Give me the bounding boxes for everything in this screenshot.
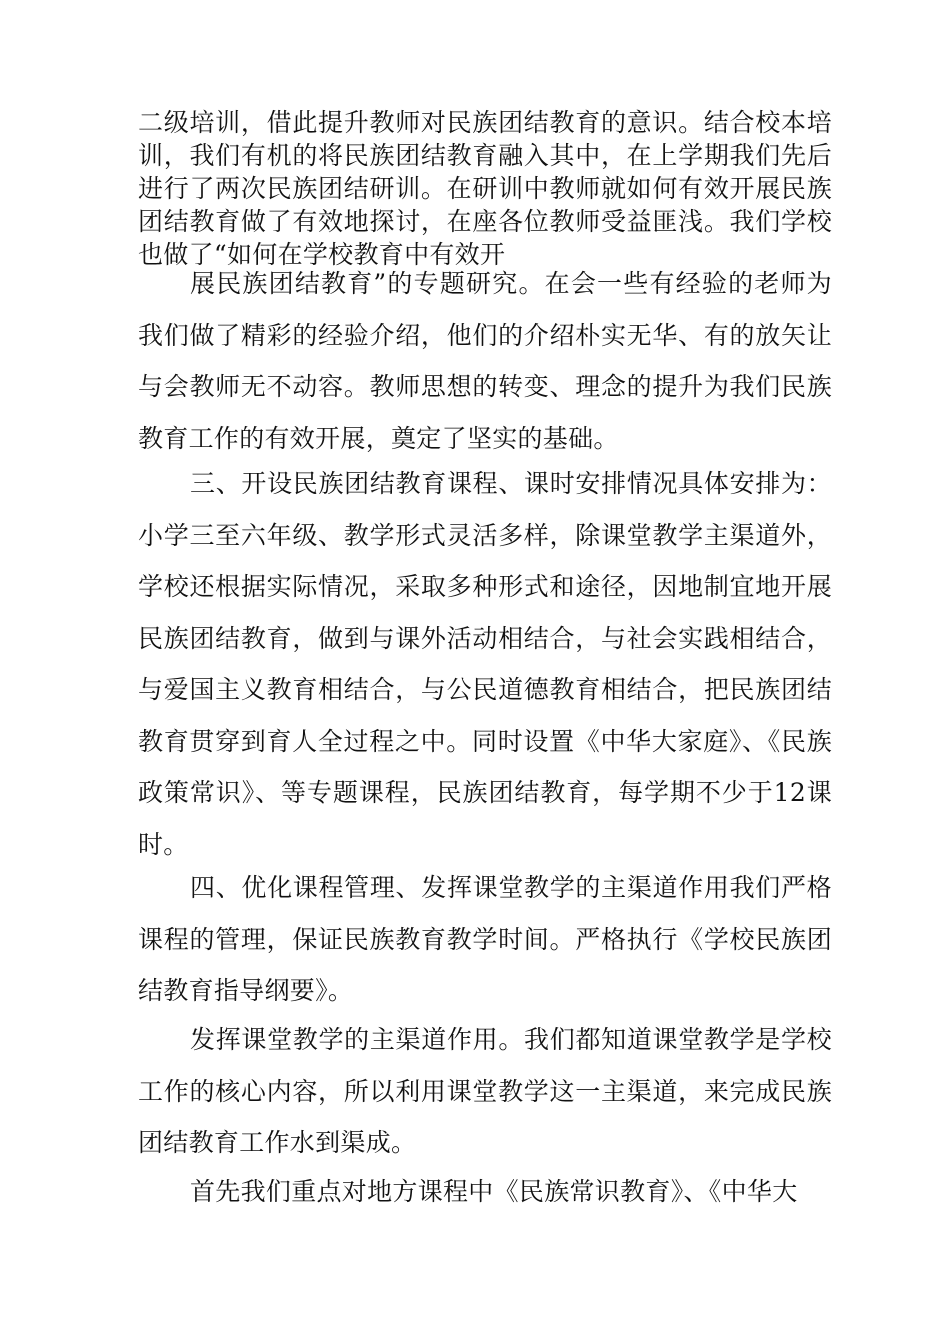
paragraph-training: 二级培训，借此提升教师对民族团结教育的意识。结合校本培训，我们有机的将民族团结教育融入其中，在上学期我们先后进行了两次民族团结研训。在研训中教师就如何有效开展民族团结教育做了有效地探讨，在座各位教师受益匪浅。我们学校也做了“如何在学校教育中有效开 bbox=[138, 108, 832, 269]
paragraph-local-curriculum: 首先我们重点对地方课程中《民族常识教育》、《中华大 bbox=[190, 1177, 798, 1206]
paragraph-special-research: 展民族团结教育”的专题研究。在会一些有经验的老师为我们做了精彩的经验介绍，他们的介绍朴实无华、有的放矢让与会教师无不动容。教师思想的转变、理念的提升为我们民族教育工作的有效开展，奠定了坚实的基础。 bbox=[138, 269, 832, 453]
paragraph-section-three: 三、开设民族团结教育课程、课时安排情况具体安排为：小学三至六年级、教学形式灵活多样，除课堂教学主渠道外，学校还根据实际情况，采取多种形式和途径，因地制宜地开展民族团结教育，做到与课外活动相结合，与社会实践相结合，与爱国主义教育相结合，与公民道德教育相结合，把民族团结教育贯穿到育人全过程之中。同时设置《中华大家庭》、《民族政策常识》、等专题课程，民族团结教育，每学期不少于12课时。 bbox=[138, 469, 832, 859]
paragraph-classroom-teaching: 发挥课堂教学的主渠道作用。我们都知道课堂教学是学校工作的核心内容，所以利用课堂教学这一主渠道，来完成民族团结教育工作水到渠成。 bbox=[138, 1025, 832, 1157]
paragraph-section-four: 四、优化课程管理、发挥课堂教学的主渠道作用我们严格课程的管理，保证民族教育教学时间。严格执行《学校民族团结教育指导纲要》。 bbox=[138, 873, 832, 1005]
